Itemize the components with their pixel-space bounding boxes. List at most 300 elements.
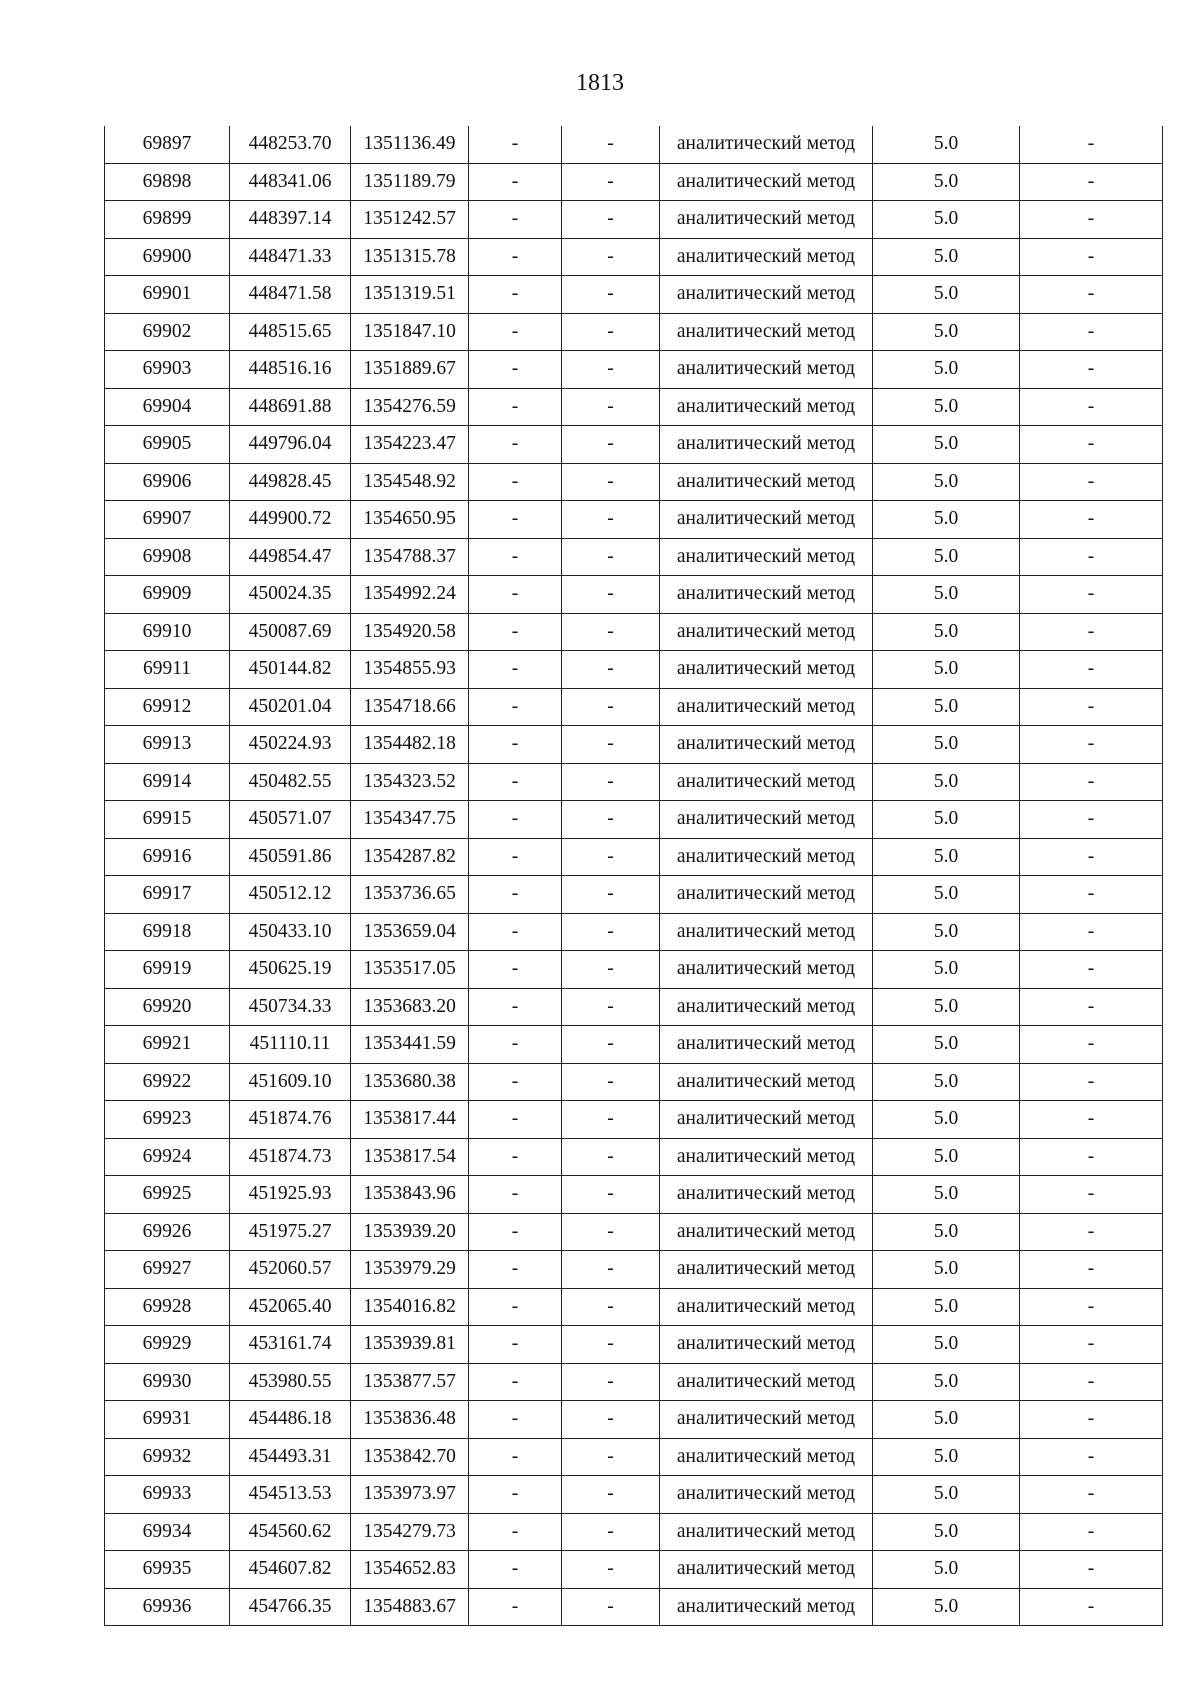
y-coordinate-cell: 1354855.93 [351, 651, 469, 689]
point-id-cell: 69920 [105, 988, 230, 1026]
dash-cell: - [469, 876, 562, 914]
x-coordinate-cell: 451975.27 [230, 1213, 351, 1251]
dash-cell: - [1020, 763, 1163, 801]
dash-cell: - [469, 726, 562, 764]
y-coordinate-cell: 1354482.18 [351, 726, 469, 764]
point-id-cell: 69936 [105, 1588, 230, 1626]
dash-cell: - [469, 538, 562, 576]
dash-cell: - [562, 913, 660, 951]
dash-cell: - [562, 1138, 660, 1176]
accuracy-cell: 5.0 [873, 688, 1020, 726]
dash-cell: - [1020, 1138, 1163, 1176]
dash-cell: - [1020, 538, 1163, 576]
y-coordinate-cell: 1351847.10 [351, 313, 469, 351]
method-cell: аналитический метод [660, 1438, 873, 1476]
y-coordinate-cell: 1354016.82 [351, 1288, 469, 1326]
table-row [105, 613, 1163, 651]
dash-cell: - [562, 463, 660, 501]
accuracy-cell: 5.0 [873, 1588, 1020, 1626]
y-coordinate-cell: 1354650.95 [351, 501, 469, 539]
y-coordinate-cell: 1351315.78 [351, 238, 469, 276]
point-id-cell: 69901 [105, 276, 230, 314]
dash-cell: - [1020, 313, 1163, 351]
method-cell: аналитический метод [660, 1401, 873, 1439]
dash-cell: - [1020, 1588, 1163, 1626]
table-row [105, 1513, 1163, 1551]
table-row [105, 351, 1163, 389]
y-coordinate-cell: 1353843.96 [351, 1176, 469, 1214]
table-row [105, 538, 1163, 576]
dash-cell: - [562, 1588, 660, 1626]
dash-cell: - [1020, 951, 1163, 989]
y-coordinate-cell: 1353517.05 [351, 951, 469, 989]
dash-cell: - [469, 688, 562, 726]
accuracy-cell: 5.0 [873, 1513, 1020, 1551]
table-row [105, 313, 1163, 351]
x-coordinate-cell: 450482.55 [230, 763, 351, 801]
dash-cell: - [469, 1176, 562, 1214]
method-cell: аналитический метод [660, 1288, 873, 1326]
table-row [105, 238, 1163, 276]
dash-cell: - [469, 426, 562, 464]
method-cell: аналитический метод [660, 1551, 873, 1589]
dash-cell: - [1020, 1551, 1163, 1589]
dash-cell: - [1020, 726, 1163, 764]
accuracy-cell: 5.0 [873, 726, 1020, 764]
dash-cell: - [469, 351, 562, 389]
table-row [105, 426, 1163, 464]
point-id-cell: 69907 [105, 501, 230, 539]
table-row [105, 763, 1163, 801]
dash-cell: - [469, 313, 562, 351]
x-coordinate-cell: 450591.86 [230, 838, 351, 876]
point-id-cell: 69909 [105, 576, 230, 614]
table-row [105, 463, 1163, 501]
method-cell: аналитический метод [660, 876, 873, 914]
point-id-cell: 69908 [105, 538, 230, 576]
method-cell: аналитический метод [660, 1138, 873, 1176]
x-coordinate-cell: 450201.04 [230, 688, 351, 726]
dash-cell: - [469, 1476, 562, 1514]
point-id-cell: 69918 [105, 913, 230, 951]
accuracy-cell: 5.0 [873, 1026, 1020, 1064]
dash-cell: - [562, 426, 660, 464]
point-id-cell: 69898 [105, 163, 230, 201]
dash-cell: - [1020, 1101, 1163, 1139]
point-id-cell: 69923 [105, 1101, 230, 1139]
point-id-cell: 69899 [105, 201, 230, 239]
point-id-cell: 69926 [105, 1213, 230, 1251]
table-row [105, 876, 1163, 914]
table-row [105, 651, 1163, 689]
accuracy-cell: 5.0 [873, 951, 1020, 989]
dash-cell: - [469, 1026, 562, 1064]
dash-cell: - [469, 988, 562, 1026]
accuracy-cell: 5.0 [873, 838, 1020, 876]
dash-cell: - [469, 1513, 562, 1551]
dash-cell: - [469, 1326, 562, 1364]
page-number: 1813 [576, 70, 624, 96]
x-coordinate-cell: 454493.31 [230, 1438, 351, 1476]
dash-cell: - [562, 1513, 660, 1551]
method-cell: аналитический метод [660, 426, 873, 464]
x-coordinate-cell: 448515.65 [230, 313, 351, 351]
y-coordinate-cell: 1353939.81 [351, 1326, 469, 1364]
dash-cell: - [469, 801, 562, 839]
point-id-cell: 69902 [105, 313, 230, 351]
dash-cell: - [562, 876, 660, 914]
table-row [105, 1213, 1163, 1251]
method-cell: аналитический метод [660, 1588, 873, 1626]
point-id-cell: 69935 [105, 1551, 230, 1589]
y-coordinate-cell: 1353979.29 [351, 1251, 469, 1289]
method-cell: аналитический метод [660, 763, 873, 801]
y-coordinate-cell: 1354788.37 [351, 538, 469, 576]
dash-cell: - [562, 1476, 660, 1514]
method-cell: аналитический метод [660, 726, 873, 764]
dash-cell: - [469, 163, 562, 201]
y-coordinate-cell: 1354992.24 [351, 576, 469, 614]
accuracy-cell: 5.0 [873, 763, 1020, 801]
x-coordinate-cell: 454607.82 [230, 1551, 351, 1589]
x-coordinate-cell: 454766.35 [230, 1588, 351, 1626]
x-coordinate-cell: 451110.11 [230, 1026, 351, 1064]
method-cell: аналитический метод [660, 238, 873, 276]
method-cell: аналитический метод [660, 1063, 873, 1101]
dash-cell: - [469, 651, 562, 689]
accuracy-cell: 5.0 [873, 388, 1020, 426]
accuracy-cell: 5.0 [873, 1363, 1020, 1401]
accuracy-cell: 5.0 [873, 238, 1020, 276]
point-id-cell: 69931 [105, 1401, 230, 1439]
dash-cell: - [562, 1401, 660, 1439]
x-coordinate-cell: 451874.76 [230, 1101, 351, 1139]
table-row [105, 1288, 1163, 1326]
accuracy-cell: 5.0 [873, 426, 1020, 464]
y-coordinate-cell: 1354287.82 [351, 838, 469, 876]
y-coordinate-cell: 1354223.47 [351, 426, 469, 464]
accuracy-cell: 5.0 [873, 1101, 1020, 1139]
point-id-cell: 69897 [105, 126, 230, 163]
y-coordinate-cell: 1353817.44 [351, 1101, 469, 1139]
point-id-cell: 69934 [105, 1513, 230, 1551]
point-id-cell: 69932 [105, 1438, 230, 1476]
method-cell: аналитический метод [660, 201, 873, 239]
x-coordinate-cell: 451609.10 [230, 1063, 351, 1101]
dash-cell: - [562, 651, 660, 689]
x-coordinate-cell: 450512.12 [230, 876, 351, 914]
point-id-cell: 69905 [105, 426, 230, 464]
point-id-cell: 69903 [105, 351, 230, 389]
dash-cell: - [562, 1326, 660, 1364]
x-coordinate-cell: 454486.18 [230, 1401, 351, 1439]
dash-cell: - [1020, 1476, 1163, 1514]
accuracy-cell: 5.0 [873, 988, 1020, 1026]
table-row [105, 163, 1163, 201]
dash-cell: - [469, 238, 562, 276]
table-row [105, 1476, 1163, 1514]
point-id-cell: 69913 [105, 726, 230, 764]
dash-cell: - [562, 1438, 660, 1476]
point-id-cell: 69927 [105, 1251, 230, 1289]
table-row [105, 1588, 1163, 1626]
dash-cell: - [1020, 388, 1163, 426]
y-coordinate-cell: 1354347.75 [351, 801, 469, 839]
table-row [105, 1326, 1163, 1364]
y-coordinate-cell: 1351889.67 [351, 351, 469, 389]
y-coordinate-cell: 1351242.57 [351, 201, 469, 239]
method-cell: аналитический метод [660, 388, 873, 426]
method-cell: аналитический метод [660, 1251, 873, 1289]
accuracy-cell: 5.0 [873, 276, 1020, 314]
x-coordinate-cell: 450734.33 [230, 988, 351, 1026]
accuracy-cell: 5.0 [873, 201, 1020, 239]
x-coordinate-cell: 448397.14 [230, 201, 351, 239]
dash-cell: - [1020, 276, 1163, 314]
dash-cell: - [562, 163, 660, 201]
y-coordinate-cell: 1354276.59 [351, 388, 469, 426]
table-row [105, 801, 1163, 839]
y-coordinate-cell: 1353441.59 [351, 1026, 469, 1064]
dash-cell: - [1020, 1401, 1163, 1439]
dash-cell: - [562, 1363, 660, 1401]
y-coordinate-cell: 1353680.38 [351, 1063, 469, 1101]
coordinates-table [104, 126, 1163, 1626]
accuracy-cell: 5.0 [873, 1213, 1020, 1251]
point-id-cell: 69924 [105, 1138, 230, 1176]
y-coordinate-cell: 1353939.20 [351, 1213, 469, 1251]
x-coordinate-cell: 453980.55 [230, 1363, 351, 1401]
x-coordinate-cell: 454513.53 [230, 1476, 351, 1514]
accuracy-cell: 5.0 [873, 1401, 1020, 1439]
accuracy-cell: 5.0 [873, 126, 1020, 163]
dash-cell: - [1020, 1513, 1163, 1551]
table-row [105, 1251, 1163, 1289]
table-row [105, 1176, 1163, 1214]
dash-cell: - [469, 1101, 562, 1139]
dash-cell: - [562, 1026, 660, 1064]
dash-cell: - [562, 763, 660, 801]
dash-cell: - [1020, 1251, 1163, 1289]
table-row [105, 951, 1163, 989]
dash-cell: - [469, 913, 562, 951]
x-coordinate-cell: 451874.73 [230, 1138, 351, 1176]
dash-cell: - [1020, 613, 1163, 651]
dash-cell: - [1020, 463, 1163, 501]
dash-cell: - [469, 951, 562, 989]
dash-cell: - [1020, 1026, 1163, 1064]
method-cell: аналитический метод [660, 501, 873, 539]
table-row [105, 501, 1163, 539]
x-coordinate-cell: 449900.72 [230, 501, 351, 539]
y-coordinate-cell: 1353836.48 [351, 1401, 469, 1439]
method-cell: аналитический метод [660, 651, 873, 689]
accuracy-cell: 5.0 [873, 1438, 1020, 1476]
dash-cell: - [1020, 876, 1163, 914]
accuracy-cell: 5.0 [873, 1138, 1020, 1176]
method-cell: аналитический метод [660, 1101, 873, 1139]
point-id-cell: 69921 [105, 1026, 230, 1064]
table-row [105, 913, 1163, 951]
point-id-cell: 69919 [105, 951, 230, 989]
dash-cell: - [1020, 1363, 1163, 1401]
dash-cell: - [562, 988, 660, 1026]
point-id-cell: 69911 [105, 651, 230, 689]
point-id-cell: 69928 [105, 1288, 230, 1326]
dash-cell: - [562, 726, 660, 764]
point-id-cell: 69900 [105, 238, 230, 276]
method-cell: аналитический метод [660, 576, 873, 614]
method-cell: аналитический метод [660, 126, 873, 163]
dash-cell: - [1020, 913, 1163, 951]
dash-cell: - [469, 1063, 562, 1101]
method-cell: аналитический метод [660, 463, 873, 501]
dash-cell: - [469, 1251, 562, 1289]
method-cell: аналитический метод [660, 1476, 873, 1514]
dash-cell: - [1020, 1326, 1163, 1364]
accuracy-cell: 5.0 [873, 651, 1020, 689]
accuracy-cell: 5.0 [873, 576, 1020, 614]
x-coordinate-cell: 448341.06 [230, 163, 351, 201]
table-row [105, 838, 1163, 876]
table-body [105, 126, 1163, 1626]
x-coordinate-cell: 450144.82 [230, 651, 351, 689]
y-coordinate-cell: 1354652.83 [351, 1551, 469, 1589]
method-cell: аналитический метод [660, 1326, 873, 1364]
y-coordinate-cell: 1354323.52 [351, 763, 469, 801]
dash-cell: - [1020, 576, 1163, 614]
accuracy-cell: 5.0 [873, 1288, 1020, 1326]
method-cell: аналитический метод [660, 163, 873, 201]
dash-cell: - [469, 388, 562, 426]
point-id-cell: 69915 [105, 801, 230, 839]
x-coordinate-cell: 450024.35 [230, 576, 351, 614]
dash-cell: - [469, 501, 562, 539]
method-cell: аналитический метод [660, 276, 873, 314]
y-coordinate-cell: 1351136.49 [351, 126, 469, 163]
accuracy-cell: 5.0 [873, 501, 1020, 539]
dash-cell: - [1020, 1288, 1163, 1326]
table-row [105, 1363, 1163, 1401]
x-coordinate-cell: 450433.10 [230, 913, 351, 951]
dash-cell: - [469, 576, 562, 614]
y-coordinate-cell: 1353736.65 [351, 876, 469, 914]
x-coordinate-cell: 450625.19 [230, 951, 351, 989]
point-id-cell: 69914 [105, 763, 230, 801]
dash-cell: - [469, 763, 562, 801]
method-cell: аналитический метод [660, 1176, 873, 1214]
dash-cell: - [1020, 688, 1163, 726]
y-coordinate-cell: 1354279.73 [351, 1513, 469, 1551]
dash-cell: - [562, 1176, 660, 1214]
y-coordinate-cell: 1354920.58 [351, 613, 469, 651]
x-coordinate-cell: 450224.93 [230, 726, 351, 764]
method-cell: аналитический метод [660, 988, 873, 1026]
accuracy-cell: 5.0 [873, 1326, 1020, 1364]
method-cell: аналитический метод [660, 1026, 873, 1064]
dash-cell: - [562, 1063, 660, 1101]
dash-cell: - [1020, 838, 1163, 876]
accuracy-cell: 5.0 [873, 876, 1020, 914]
method-cell: аналитический метод [660, 1213, 873, 1251]
y-coordinate-cell: 1353817.54 [351, 1138, 469, 1176]
accuracy-cell: 5.0 [873, 1176, 1020, 1214]
point-id-cell: 69916 [105, 838, 230, 876]
table-row [105, 726, 1163, 764]
dash-cell: - [1020, 1213, 1163, 1251]
table-row [105, 1138, 1163, 1176]
dash-cell: - [562, 501, 660, 539]
dash-cell: - [469, 1288, 562, 1326]
dash-cell: - [469, 1551, 562, 1589]
accuracy-cell: 5.0 [873, 463, 1020, 501]
y-coordinate-cell: 1351319.51 [351, 276, 469, 314]
x-coordinate-cell: 448471.58 [230, 276, 351, 314]
x-coordinate-cell: 450087.69 [230, 613, 351, 651]
point-id-cell: 69912 [105, 688, 230, 726]
x-coordinate-cell: 450571.07 [230, 801, 351, 839]
point-id-cell: 69917 [105, 876, 230, 914]
x-coordinate-cell: 448516.16 [230, 351, 351, 389]
accuracy-cell: 5.0 [873, 801, 1020, 839]
x-coordinate-cell: 453161.74 [230, 1326, 351, 1364]
dash-cell: - [562, 1551, 660, 1589]
point-id-cell: 69930 [105, 1363, 230, 1401]
point-id-cell: 69910 [105, 613, 230, 651]
y-coordinate-cell: 1353842.70 [351, 1438, 469, 1476]
dash-cell: - [562, 688, 660, 726]
dash-cell: - [469, 1588, 562, 1626]
x-coordinate-cell: 449854.47 [230, 538, 351, 576]
dash-cell: - [1020, 651, 1163, 689]
dash-cell: - [1020, 1438, 1163, 1476]
method-cell: аналитический метод [660, 313, 873, 351]
dash-cell: - [562, 951, 660, 989]
accuracy-cell: 5.0 [873, 538, 1020, 576]
x-coordinate-cell: 451925.93 [230, 1176, 351, 1214]
accuracy-cell: 5.0 [873, 1063, 1020, 1101]
y-coordinate-cell: 1351189.79 [351, 163, 469, 201]
table-row [105, 576, 1163, 614]
table-row [105, 1101, 1163, 1139]
y-coordinate-cell: 1353683.20 [351, 988, 469, 1026]
dash-cell: - [562, 238, 660, 276]
point-id-cell: 69906 [105, 463, 230, 501]
dash-cell: - [562, 313, 660, 351]
point-id-cell: 69933 [105, 1476, 230, 1514]
dash-cell: - [562, 801, 660, 839]
x-coordinate-cell: 454560.62 [230, 1513, 351, 1551]
method-cell: аналитический метод [660, 801, 873, 839]
table-row [105, 126, 1163, 163]
dash-cell: - [1020, 801, 1163, 839]
table-row [105, 388, 1163, 426]
method-cell: аналитический метод [660, 613, 873, 651]
accuracy-cell: 5.0 [873, 1251, 1020, 1289]
method-cell: аналитический метод [660, 838, 873, 876]
table-row [105, 988, 1163, 1026]
dash-cell: - [469, 613, 562, 651]
x-coordinate-cell: 449828.45 [230, 463, 351, 501]
x-coordinate-cell: 448471.33 [230, 238, 351, 276]
dash-cell: - [1020, 126, 1163, 163]
dash-cell: - [469, 1363, 562, 1401]
method-cell: аналитический метод [660, 951, 873, 989]
method-cell: аналитический метод [660, 1513, 873, 1551]
table-row [105, 1026, 1163, 1064]
y-coordinate-cell: 1353659.04 [351, 913, 469, 951]
table-row [105, 1401, 1163, 1439]
